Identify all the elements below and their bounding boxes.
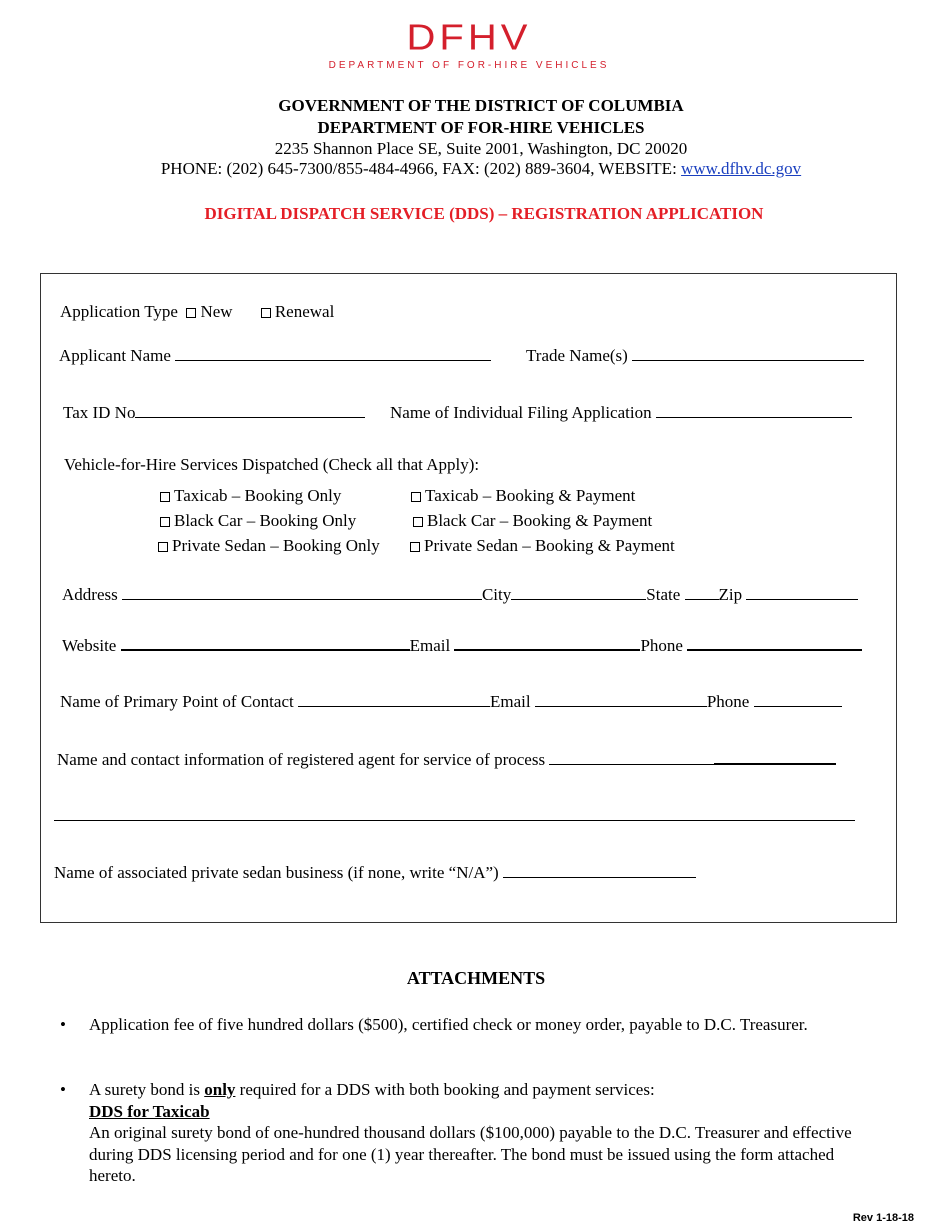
agent-label: Name and contact information of registered agent for service of process xyxy=(57,750,546,769)
header-address: 2235 Shannon Place SE, Suite 2001, Washington, DC 20020 xyxy=(274,139,688,158)
renewal-label: Renewal xyxy=(274,302,335,321)
applicant-name-row xyxy=(59,344,491,367)
agent-row xyxy=(57,747,836,771)
email-field[interactable] xyxy=(454,633,640,651)
individual-filing-row xyxy=(390,401,852,424)
attachment-bond-content xyxy=(89,1079,880,1187)
service-taxicab-booking-only: Taxicab – Booking Only xyxy=(174,486,342,505)
new-checkbox[interactable] xyxy=(186,308,196,318)
service-option xyxy=(160,485,341,507)
zip-label: Zip xyxy=(718,585,743,604)
poc-email-field[interactable] xyxy=(535,690,707,707)
website-label: Website xyxy=(62,636,117,655)
individual-filing-label: Name of Individual Filing Application xyxy=(390,403,652,422)
phone-field[interactable] xyxy=(687,633,862,651)
renewal-checkbox[interactable] xyxy=(261,308,271,318)
logo-mark: DFHV xyxy=(406,18,532,58)
tax-id-row xyxy=(63,401,365,424)
attachment-fee-item xyxy=(60,1014,880,1036)
service-option xyxy=(410,535,675,557)
agent-field[interactable] xyxy=(549,748,714,765)
service-checkbox[interactable] xyxy=(160,492,170,502)
trade-names-field[interactable] xyxy=(632,344,864,361)
agent-field-extension[interactable] xyxy=(714,747,836,765)
attachment-fee-text: Application fee of five hundred dollars ($500), certified check or money order, payable to D.C. Treasurer. xyxy=(89,1015,808,1034)
header-government: GOVERNMENT OF THE DISTRICT OF COLUMBIA xyxy=(278,96,684,115)
website-row xyxy=(62,633,862,657)
service-private-sedan-booking-payment: Private Sedan – Booking & Payment xyxy=(424,536,675,555)
services-label: Vehicle-for-Hire Services Dispatched (Check all that Apply): xyxy=(64,455,480,474)
bond-heading: DDS for Taxicab xyxy=(89,1101,210,1121)
website-link[interactable]: www.dfhv.dc.gov xyxy=(681,159,802,178)
service-checkbox[interactable] xyxy=(158,542,168,552)
bullet-icon: • xyxy=(60,1080,66,1099)
applicant-name-field[interactable] xyxy=(175,344,491,361)
service-black-car-booking-payment: Black Car – Booking & Payment xyxy=(427,511,653,530)
agent-continuation-field[interactable] xyxy=(54,804,855,821)
state-field[interactable] xyxy=(685,583,719,600)
poc-row xyxy=(60,690,842,713)
service-option xyxy=(413,510,652,532)
revision-label: Rev 1-18-18 xyxy=(852,1212,914,1224)
city-label: City xyxy=(481,585,512,604)
form-title: DIGITAL DISPATCH SERVICE (DDS) – REGISTRATION APPLICATION xyxy=(204,204,764,223)
address-field[interactable] xyxy=(122,583,482,600)
sedan-business-field-extension[interactable] xyxy=(669,861,696,878)
logo-subtitle: DEPARTMENT OF FOR-HIRE VEHICLES xyxy=(328,60,610,71)
application-form xyxy=(40,273,897,923)
individual-filing-field[interactable] xyxy=(656,401,852,418)
attachment-bond-item xyxy=(60,1079,880,1187)
applicant-name-label: Applicant Name xyxy=(59,346,171,365)
poc-phone-label: Phone xyxy=(706,692,750,711)
header-department: DEPARTMENT OF FOR-HIRE VEHICLES xyxy=(317,118,645,137)
bullet-icon: • xyxy=(60,1015,66,1034)
city-field[interactable] xyxy=(511,583,646,600)
service-checkbox[interactable] xyxy=(160,517,170,527)
dfhv-logo xyxy=(0,18,938,71)
application-type-label: Application Type xyxy=(60,302,178,321)
agent-continuation-row xyxy=(54,804,855,827)
sedan-business-label: Name of associated private sedan business (if none, write “N/A”) xyxy=(54,863,499,882)
phone-label: Phone xyxy=(640,636,683,655)
poc-email-label: Email xyxy=(489,692,531,711)
bond-prefix: A surety bond is xyxy=(89,1080,205,1099)
website-field[interactable] xyxy=(121,633,410,651)
address-row xyxy=(62,583,858,606)
bond-only-emphasis: only xyxy=(204,1080,236,1099)
header-contact-text: PHONE: (202) 645-7300/855-484-4966, FAX: (202) 889-3604, WEBSITE: xyxy=(160,159,682,178)
tax-id-field[interactable] xyxy=(135,401,365,418)
bond-suffix: required for a DDS with both booking and payment services: xyxy=(235,1080,655,1099)
trade-names-label: Trade Name(s) xyxy=(526,346,628,365)
application-type-row xyxy=(60,301,334,323)
service-taxicab-booking-payment: Taxicab – Booking & Payment xyxy=(425,486,636,505)
service-checkbox[interactable] xyxy=(413,517,423,527)
state-label: State xyxy=(646,585,681,604)
new-label: New xyxy=(200,302,233,321)
trade-names-row xyxy=(526,344,864,367)
poc-name-field[interactable] xyxy=(298,690,490,707)
address-label: Address xyxy=(62,585,118,604)
tax-id-label: Tax ID No xyxy=(63,403,136,422)
service-option xyxy=(158,535,380,557)
service-private-sedan-booking-only: Private Sedan – Booking Only xyxy=(172,536,380,555)
service-checkbox[interactable] xyxy=(410,542,420,552)
service-option xyxy=(411,485,635,507)
poc-label: Name of Primary Point of Contact xyxy=(60,692,294,711)
bond-text: An original surety bond of one-hundred thousand dollars ($100,000) payable to the D.C. Treasurer and effective during DDS licensing period and for one (1) year thereafter. The bond must be issued using the form attached hereto. xyxy=(89,1123,852,1185)
service-black-car-booking-only: Black Car – Booking Only xyxy=(174,511,357,530)
sedan-business-row xyxy=(54,861,696,884)
service-checkbox[interactable] xyxy=(411,492,421,502)
zip-field[interactable] xyxy=(746,583,858,600)
sedan-business-field[interactable] xyxy=(503,861,669,878)
service-option xyxy=(160,510,356,532)
attachments-title: ATTACHMENTS xyxy=(406,968,546,988)
poc-phone-field[interactable] xyxy=(754,690,842,707)
email-label: Email xyxy=(409,636,451,655)
header-contact xyxy=(0,158,950,179)
bond-requirement xyxy=(89,1079,880,1101)
